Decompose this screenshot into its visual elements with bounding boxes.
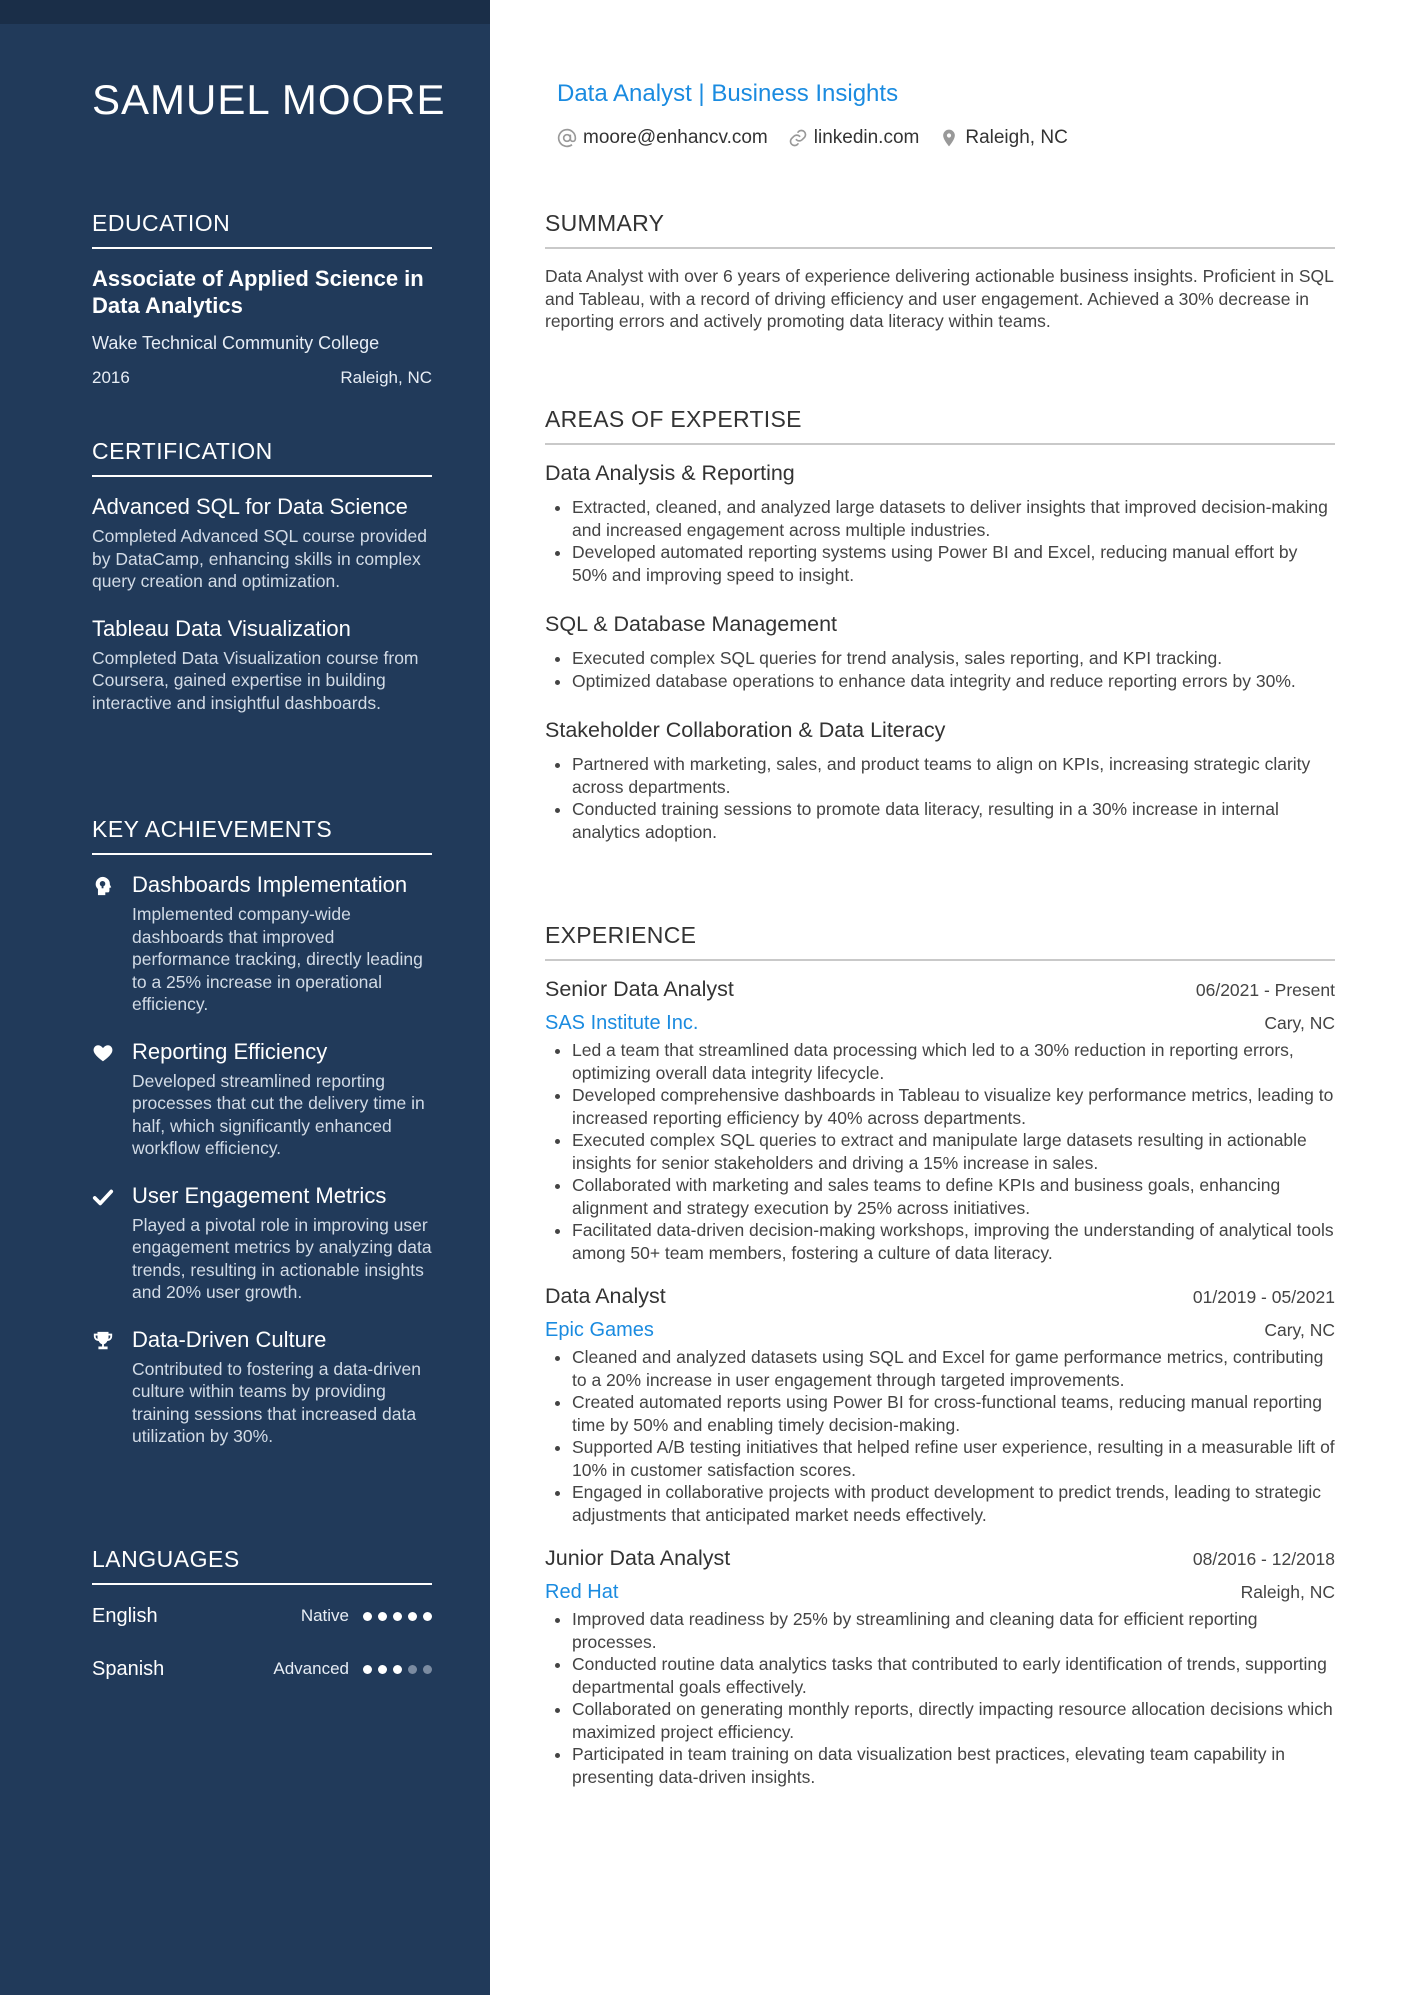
certification-title: Tableau Data Visualization: [92, 615, 351, 641]
language-name: Spanish: [92, 1657, 165, 1680]
bullet-item: • Executed complex SQL queries to extract and manipulate large datasets resulting in actionable insights for senior stakeholders and driving a 15% increase in sales.: [572, 1129, 1335, 1174]
bullet-item: • Conducted training sessions to promote data literacy, resulting in a 30% increase in internal analytics adoption.: [572, 798, 1335, 843]
languages-heading: LANGUAGES: [92, 1546, 432, 1585]
bullet-item: • Participated in team training on data visualization best practices, elevating team capability in presenting data-driven insights.: [572, 1743, 1335, 1788]
education-school: Wake Technical Community College: [92, 333, 380, 353]
bullet-item: • Extracted, cleaned, and analyzed large datasets to deliver insights that improved decision-making and increased engagement across multiple industries.: [572, 496, 1335, 541]
trophy-icon: [92, 1326, 132, 1448]
job-bullets: [545, 1608, 1335, 1788]
head-bulb-icon: [92, 871, 132, 1016]
bullet-item: • Collaborated with marketing and sales teams to define KPIs and business goals, enhancing alignment and strategy execution by 25% across initiatives.: [572, 1174, 1335, 1219]
bullet-item: • Developed comprehensive dashboards in Tableau to visualize key performance metrics, leading to increased reporting efficiency by 40% across departments.: [572, 1084, 1335, 1129]
certification-desc: Completed Data Visualization course from Coursera, gained expertise in building interactive and insightful dashboards.: [92, 647, 419, 713]
expertise-bullets: [545, 647, 1335, 692]
rating-dot: [423, 1612, 432, 1621]
expertise-section: [545, 406, 1335, 843]
email-contact[interactable]: [557, 127, 768, 149]
language-rating: [363, 1612, 432, 1621]
expertise-title: Data Analysis & Reporting: [545, 461, 795, 485]
certification-item: [92, 493, 432, 593]
expertise-group: [545, 718, 1335, 843]
achievement-title: User Engagement Metrics: [132, 1182, 387, 1208]
bullet-item: • Conducted routine data analytics tasks that contributed to early identification of trends, supporting departmental goals effectively.: [572, 1653, 1335, 1698]
job-title: Junior Data Analyst: [545, 1546, 731, 1570]
expertise-group: [545, 612, 1335, 692]
rating-dot: [408, 1665, 417, 1674]
job-dates: 06/2021 - Present: [1195, 980, 1335, 1000]
bullet-item: • Engaged in collaborative projects with product development to predict trends, leading to strategic adjustments that anticipated market needs effectively.: [572, 1481, 1335, 1526]
bullet-item: • Executed complex SQL queries for trend analysis, sales reporting, and KPI tracking.: [572, 647, 1335, 670]
certification-desc: Completed Advanced SQL course provided by DataCamp, enhancing skills in complex query creation and optimization.: [92, 526, 427, 591]
job-entry: [545, 1546, 1335, 1788]
linkedin-contact[interactable]: [788, 127, 920, 149]
achievement-desc: Contributed to fostering a data-driven culture within teams by providing training sessions that increased data utilization by 30%.: [132, 1358, 421, 1446]
sidebar: [0, 0, 490, 1995]
experience-section: [545, 922, 1335, 1808]
language-level: Native: [300, 1606, 349, 1625]
job-company[interactable]: Epic Games: [545, 1319, 654, 1341]
checkmark-icon: [92, 1182, 132, 1304]
job-subheader: [545, 1012, 1335, 1035]
summary-section: [545, 210, 1335, 333]
expertise-heading: AREAS OF EXPERTISE: [545, 406, 1335, 445]
achievement-item: [92, 1182, 432, 1304]
bullet-item: • Facilitated data-driven decision-making workshops, improving the understanding of analytical tools among 50+ team members, fostering a culture of data literacy.: [572, 1219, 1335, 1264]
language-level: Advanced: [273, 1659, 349, 1678]
bullet-item: • Partnered with marketing, sales, and product teams to align on KPIs, increasing strategic clarity across departments.: [572, 753, 1335, 798]
job-bullets: [545, 1346, 1335, 1526]
achievement-title: Data-Driven Culture: [132, 1326, 327, 1352]
achievement-title: Reporting Efficiency: [132, 1038, 328, 1064]
job-bullets: [545, 1039, 1335, 1264]
sidebar-top-strip: [0, 0, 490, 24]
at-icon: [557, 128, 577, 148]
bullet-item: • Collaborated on generating monthly reports, directly impacting resource allocation decisions which maximized project efficiency.: [572, 1698, 1335, 1743]
location-text: Raleigh, NC: [965, 127, 1068, 148]
achievements-section: [92, 816, 432, 1470]
job-location: Cary, NC: [1264, 1320, 1335, 1340]
bullet-item: • Cleaned and analyzed datasets using SQL and Excel for game performance metrics, contributing to a 20% increase in user engagement through targeted improvements.: [572, 1346, 1335, 1391]
job-header: [545, 1284, 1335, 1309]
summary-heading: SUMMARY: [545, 210, 1335, 249]
languages-section: [92, 1546, 432, 1707]
certification-section: [92, 438, 432, 714]
job-company[interactable]: Red Hat: [545, 1581, 619, 1603]
rating-dot: [393, 1612, 402, 1621]
job-title: Data Analyst: [545, 1284, 666, 1308]
achievement-desc: Developed streamlined reporting processes that cut the delivery time in half, which significantly enhanced workflow efficiency.: [132, 1070, 425, 1158]
achievement-item: [92, 871, 432, 1016]
achievement-desc: Implemented company-wide dashboards that improved performance tracking, directly leading to a 25% increase in operational efficiency.: [132, 904, 423, 1014]
job-subheader: [545, 1319, 1335, 1342]
bullet-item: • Improved data readiness by 25% by streamlining and cleaning data for efficient reporting processes.: [572, 1608, 1335, 1653]
job-header: [545, 1546, 1335, 1571]
rating-dot: [408, 1612, 417, 1621]
achievements-heading: KEY ACHIEVEMENTS: [92, 816, 432, 855]
job-dates: 01/2019 - 05/2021: [1192, 1287, 1335, 1307]
linkedin-text: linkedin.com: [813, 127, 920, 148]
job-subheader: [545, 1581, 1335, 1604]
rating-dot: [423, 1665, 432, 1674]
rating-dot: [378, 1665, 387, 1674]
language-item: [92, 1654, 432, 1684]
certification-heading: CERTIFICATION: [92, 438, 432, 477]
expertise-title: Stakeholder Collaboration & Data Literacy: [545, 718, 946, 742]
education-degree: Associate of Applied Science in Data Analytics: [92, 266, 424, 318]
rating-dot: [363, 1612, 372, 1621]
education-year: 2016: [92, 368, 130, 387]
rating-dot: [363, 1665, 372, 1674]
bullet-item: • Optimized database operations to enhance data integrity and reduce reporting errors by 30%.: [572, 670, 1335, 693]
job-entry: [545, 977, 1335, 1264]
achievement-desc: Played a pivotal role in improving user engagement metrics by analyzing data trends, resulting in actionable insights and 20% user growth.: [132, 1214, 432, 1302]
certification-title: Advanced SQL for Data Science: [92, 494, 408, 519]
candidate-name: SAMUEL MOORE: [92, 76, 446, 123]
achievement-item: [92, 1326, 432, 1448]
link-icon: [788, 128, 808, 148]
rating-dot: [393, 1665, 402, 1674]
bullet-item: • Supported A/B testing initiatives that helped refine user experience, resulting in a measurable lift of 10% in customer satisfaction scores.: [572, 1436, 1335, 1481]
bullet-item: • Developed automated reporting systems using Power BI and Excel, reducing manual effort by 50% and improving speed to insight.: [572, 541, 1335, 586]
bullet-item: • Led a team that streamlined data processing which led to a 30% reduction in reporting errors, optimizing overall data integrity lifecycle.: [572, 1039, 1335, 1084]
education-location: Raleigh, NC: [340, 368, 432, 387]
language-rating: [363, 1665, 432, 1674]
language-name: English: [92, 1604, 158, 1627]
job-dates: 08/2016 - 12/2018: [1192, 1549, 1335, 1569]
job-headline: Data Analyst | Business Insights: [557, 80, 899, 107]
achievement-item: [92, 1038, 432, 1160]
contact-bar: [557, 127, 1088, 149]
job-header: [545, 977, 1335, 1002]
achievement-title: Dashboards Implementation: [132, 872, 408, 897]
experience-heading: EXPERIENCE: [545, 922, 1335, 961]
expertise-title: SQL & Database Management: [545, 612, 838, 636]
expertise-bullets: [545, 753, 1335, 843]
language-item: [92, 1601, 432, 1631]
bullet-item: • Created automated reports using Power BI for cross-functional teams, reducing manual reporting time by 50% and enabling timely decision-making.: [572, 1391, 1335, 1436]
summary-text: Data Analyst with over 6 years of experience delivering actionable business insights. Proficient in SQL and Tableau, with a record of driving efficiency and user engagement. Achieved a 30% decrease in reporting errors and actively promoting data literacy within teams.: [545, 266, 1334, 331]
map-pin-icon: [939, 128, 959, 148]
job-title: Senior Data Analyst: [545, 977, 734, 1001]
expertise-bullets: [545, 496, 1335, 586]
education-section: [92, 210, 432, 388]
job-location: Cary, NC: [1264, 1013, 1335, 1033]
job-company[interactable]: SAS Institute Inc.: [545, 1012, 699, 1034]
heart-icon: [92, 1038, 132, 1160]
job-entry: [545, 1284, 1335, 1526]
rating-dot: [378, 1612, 387, 1621]
education-meta: [92, 368, 432, 388]
certification-item: [92, 615, 432, 715]
job-location: Raleigh, NC: [1240, 1582, 1335, 1602]
email-text: moore@enhancv.com: [583, 127, 768, 148]
education-heading: EDUCATION: [92, 210, 432, 249]
location-contact: [939, 127, 1067, 149]
expertise-group: [545, 461, 1335, 586]
